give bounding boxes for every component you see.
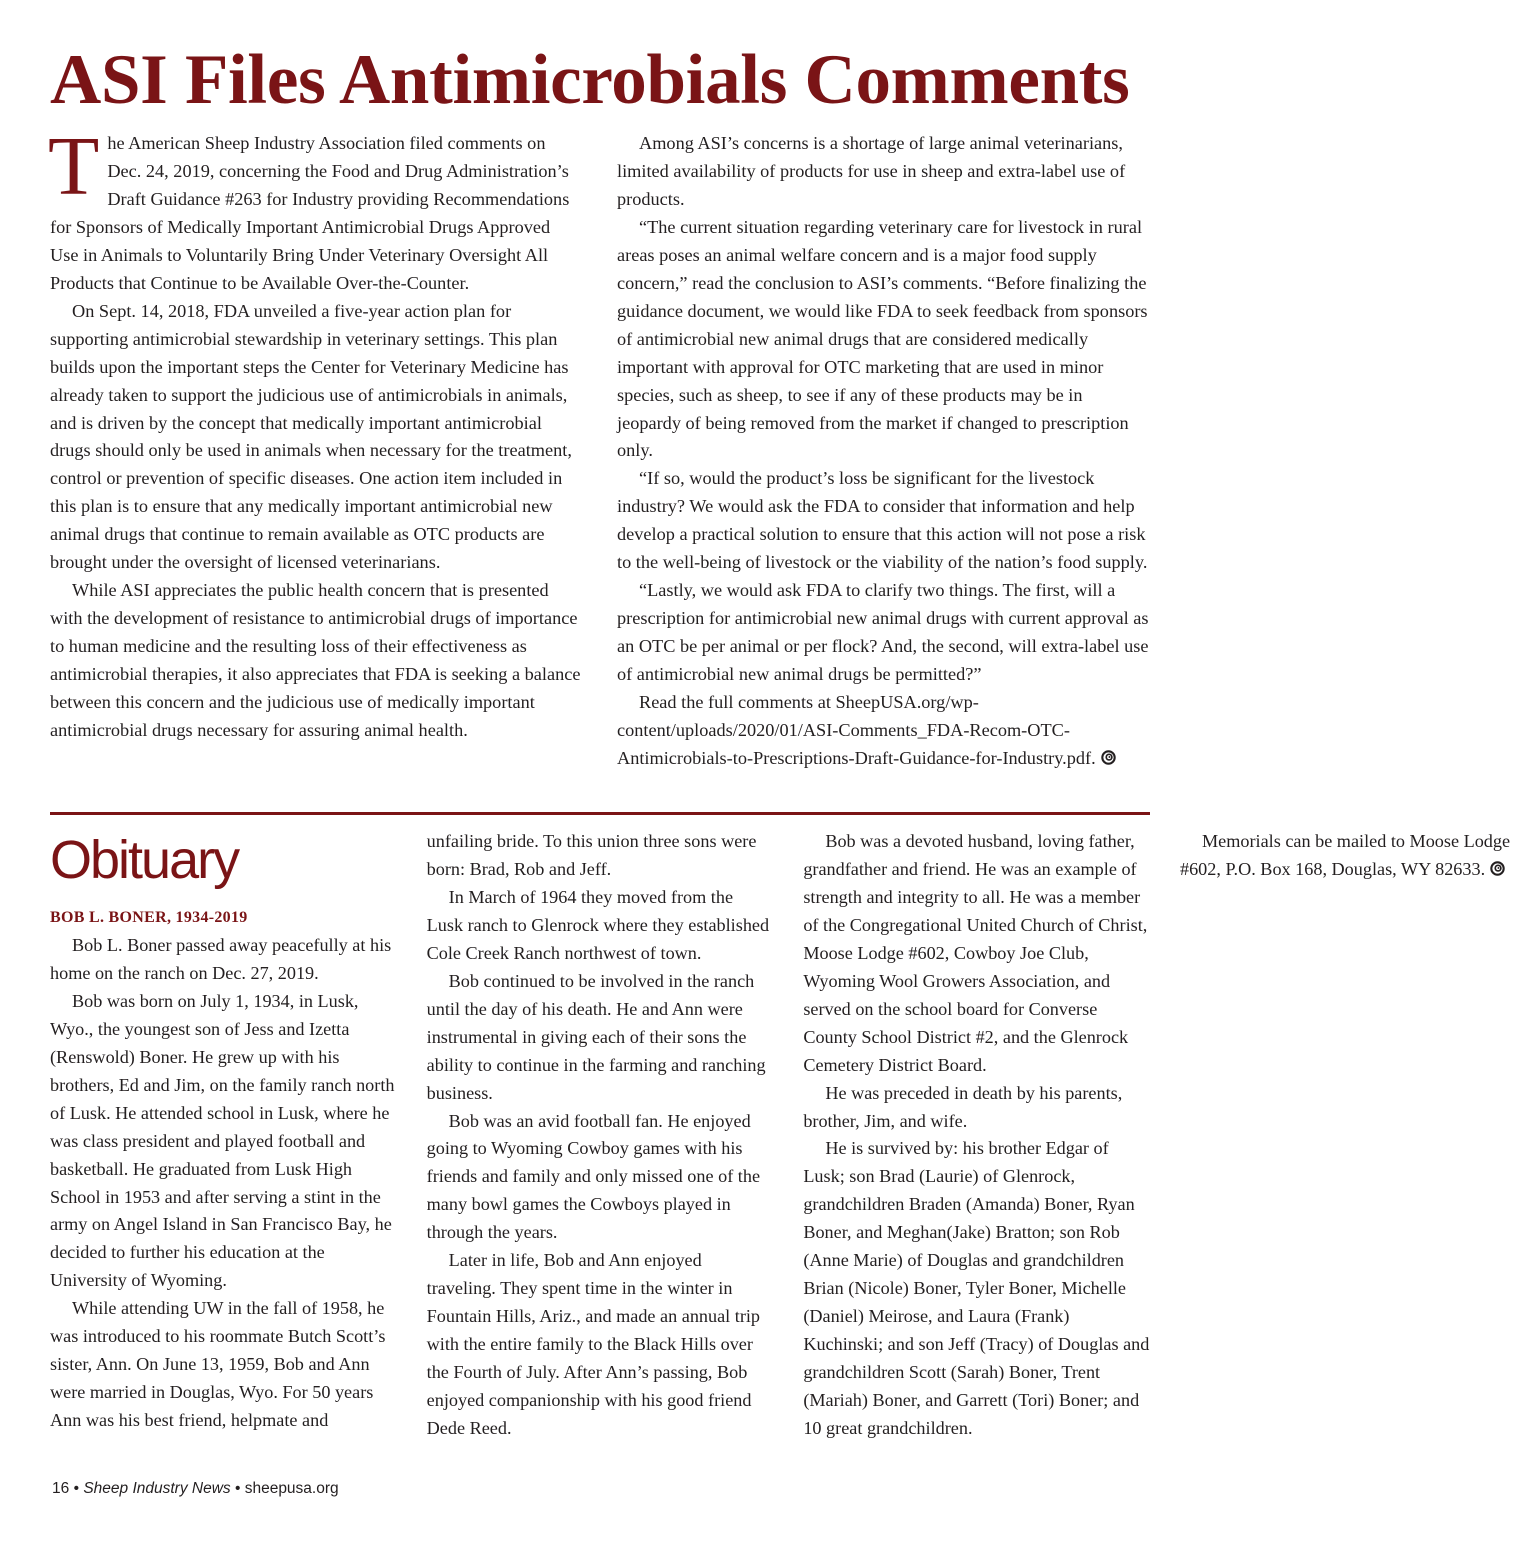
obituary-paragraph: Bob was an avid football fan. He enjoyed going to Wyoming Cowboy games with his friends and family and only missed one of the many bowl games the Cowboys played in through the years. bbox=[426, 1110, 761, 1243]
obituary-paragraph: Bob was born on July 1, 1934, in Lusk, Wyo., the youngest son of Jess and Izetta (Renswold) Boner. He grew up with his brothers, Ed and Jim, on the family ranch north of Lusk. He attended school in Lusk, where he was class president and played football and basketball. He graduated from Lusk High School in 1953 and after serving a stint in the army on Angel Island in San Francisco Bay, he decided to further his education at the University of Wyoming. bbox=[50, 990, 395, 1291]
article-paragraph bbox=[48, 120, 583, 298]
article-paragraph: While ASI appreciates the public health concern that is presented with the development of resistance to antimicrobial drugs of importance to human medicine and the resulting loss of their effectiveness as antimicrobial therapies, it also appreciates that FDA is seeking a balance between this concern and the judicious use of medically important antimicrobial drugs necessary for assuring animal health. bbox=[50, 580, 581, 741]
footer-bullet: • bbox=[73, 1480, 79, 1497]
obituary-paragraph: Bob continued to be involved in the ranch until the day of his death. He and Ann were instrumental in giving each of their sons the ability to continue in the farming and ranching business. bbox=[426, 970, 766, 1103]
footer-bullet: • bbox=[234, 1480, 241, 1497]
article-paragraph: “The current situation regarding veterinary care for livestock in rural areas poses an animal welfare concern and is a major food supply concern,” read the conclusion to ASI’s comments. “Before finalizing the guidance document, we would like FDA to seek feedback from sponsors of antimicrobial new animal drugs that are considered medically important with approval for OTC marketing that are used in minor species, such as sheep, to see if any of these products may be in jeopardy of being removed from the market if changed to prescription only. bbox=[617, 216, 1148, 461]
article-paragraph bbox=[617, 689, 1150, 773]
page-footer bbox=[52, 1480, 339, 1498]
article-paragraph-text: Read the full comments at SheepUSA.org/wp-content/uploads/2020/01/ASI-Comments_FDA-Recom-OTC-Antimicrobials-to-Prescriptions-Draft-Guidance-for-Industry.pdf. bbox=[617, 692, 1096, 768]
publication-name: Sheep Industry News bbox=[83, 1480, 231, 1497]
obituary-paragraph: Later in life, Bob and Ann enjoyed traveling. They spent time in the winter in Fountain Hills, Ariz., and made an annual trip with the entire family to the Black Hills over the Fourth of July. After Ann’s passing, Bob enjoyed companionship with his good friend Dede Reed. bbox=[426, 1250, 761, 1439]
obituary-paragraph: He was preceded in death by his parents, brother, Jim, and wife. bbox=[803, 1082, 1123, 1131]
obituary-subhead: BOB L. BONER, 1934-2019 bbox=[50, 909, 248, 926]
obituary-paragraph: He is survived by: his brother Edgar of Lusk; son Brad (Laurie) of Glenrock, grandchildren Braden (Amanda) Boner, Ryan Boner, and Meghan(Jake) Bratton; son Rob (Anne Marie) of Douglas and grandchildren Brian (Nicole) Boner, Tyler Boner, Michelle (Daniel) Meirose, and Laura (Frank) Kuchinski; and son Jeff (Tracy) of Douglas and grandchildren Scott (Sarah) Boner, Trent (Mariah) Boner, and Garrett (Tori) Boner; and 10 great grandchildren. bbox=[803, 1138, 1150, 1439]
obituary-title: Obituary bbox=[50, 830, 239, 890]
article-paragraph: On Sept. 14, 2018, FDA unveiled a five-year action plan for supporting antimicrobial stewardship in veterinary settings. This plan builds upon the important steps the Center for Veterinary Medicine has already taken to support the judicious use of antimicrobials in animals, and is driven by the concept that medically important antimicrobial drugs should only be used in animals when necessary for the treatment, control or prevention of specific diseases. One action item included in this plan is to ensure that any medically important antimicrobial new animal drugs that continue to remain available as OTC products are brought under the oversight of licensed veterinarians. bbox=[50, 300, 572, 573]
section-divider bbox=[50, 812, 1150, 815]
obituary-paragraph: While attending UW in the fall of 1958, he was introduced to his roommate Butch Scott’s sister, Ann. On June 13, 1959, Bob and Ann were married in Douglas, Wyo. For 50 years Ann was his best friend, helpmate and unfailing bride. To this union three sons were born: Brad, Rob and Jeff. bbox=[50, 831, 757, 1431]
headline: ASI Files Antimicrobials Comments bbox=[50, 41, 1130, 119]
site-url: sheepusa.org bbox=[244, 1480, 339, 1497]
page-number: 16 bbox=[52, 1480, 70, 1497]
article-paragraph-text: he American Sheep Industry Association filed comments on Dec. 24, 2019, concerning the Food and Drug Administration’s Draft Guidance #263 for Industry providing Recommendations for Sponsors of Medically Important Antimicrobial Drugs Approved Use in Animals to Voluntarily Bring Under Veterinary Oversight All Products that Continue to be Available Over-the-Counter. bbox=[50, 133, 570, 293]
obituary-paragraph: Bob L. Boner passed away peacefully at his home on the ranch on Dec. 27, 2019. bbox=[50, 934, 392, 983]
drop-cap: T bbox=[48, 120, 100, 213]
article-paragraph: “If so, would the product’s loss be significant for the livestock industry? We would ask the FDA to consider that information and help develop a practical solution to ensure that this action will not pose a risk to the well-being of livestock or the viability of the nation’s food supply. bbox=[617, 468, 1148, 573]
article-paragraph: “Lastly, we would ask FDA to clarify two things. The first, will a prescription for antimicrobial new animal drugs with current approval as an OTC be per animal or per flock? And, the second, will extra-label use of antimicrobial new animal drugs be permitted?” bbox=[617, 580, 1149, 685]
article-paragraph: Among ASI’s concerns is a shortage of large animal veterinarians, limited availability of products for use in sheep and extra-label use of products. bbox=[617, 133, 1126, 209]
obituary-paragraph bbox=[1180, 828, 1527, 884]
sheep-logo-icon bbox=[1490, 861, 1505, 876]
obituary-paragraph: In March of 1964 they moved from the Lusk ranch to Glenrock where they established Cole Creek Ranch northwest of town. bbox=[426, 886, 770, 963]
sheep-logo-icon bbox=[1101, 750, 1116, 765]
obituary-paragraph: Bob was a devoted husband, loving father, grandfather and friend. He was an example of strength and integrity to all. He was a member of the Congregational United Church of Christ, Moose Lodge #602, Cowboy Joe Club, Wyoming Wool Growers Association, and served on the school board for Converse County School District #2, and the Glenrock Cemetery District Board. bbox=[803, 831, 1148, 1075]
obituary-section bbox=[50, 828, 1511, 1480]
article-body bbox=[48, 120, 1150, 800]
obituary-paragraph-text: Memorials can be mailed to Moose Lodge #602, P.O. Box 168, Douglas, WY 82633. bbox=[1179, 831, 1511, 879]
